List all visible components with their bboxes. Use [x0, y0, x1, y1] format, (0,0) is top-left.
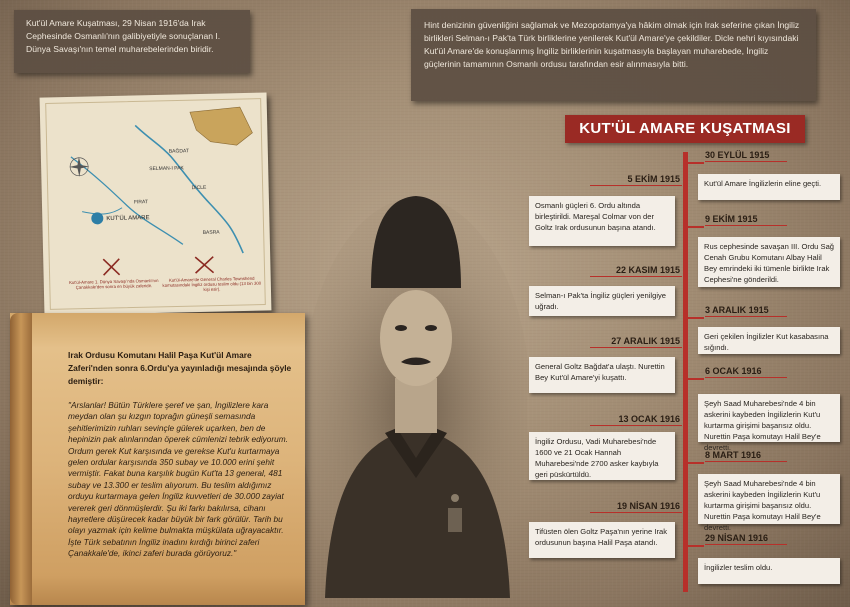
event-date-2: 9 EKİM 1915: [705, 214, 787, 226]
event-date-9: 19 NİSAN 1916: [590, 501, 682, 513]
map-label-bagdat: BAĞDAT: [168, 148, 190, 155]
event-text-7: İngiliz Ordusu, Vadi Muharebesi'nde 1600 ve 21 Ocak Hannah Muharebesi'nde 2700 asker kaybıyla geri püskürtüldü.: [529, 432, 675, 480]
inset-map-iraq: [190, 107, 253, 146]
parchment-scroll: [10, 313, 305, 605]
scroll-intro-text: Irak Ordusu Komutanı Halil Paşa Kut'ül Amare Zaferi'nden sonra 6.Ordu'ya yayınladığı mesajında şöyle demiştir:: [68, 350, 292, 386]
map-card: [40, 92, 272, 315]
event-date-10: 29 NİSAN 1916: [705, 533, 787, 545]
event-date-6: 6 OCAK 1916: [705, 366, 787, 378]
event-text-9: Tifüsten ölen Goltz Paşa'nın yerine Irak ordusunun başına Halil Paşa atandı.: [529, 522, 675, 558]
timeline-title: KUT'ÜL AMARE KUŞATMASI: [565, 115, 805, 143]
map-label-kut: KUT'ÜL AMARE: [106, 215, 150, 223]
event-text-6: Şeyh Saad Muharebesi'nde 4 bin askerini kaybeden İngilizlerin Kut'u kurtarma girişimi başarısız oldu. Nurettin Paşa komutayı Halil Bey'e devretti.: [698, 394, 840, 442]
medal-icon: [451, 494, 459, 502]
event-date-8: 8 MART 1916: [705, 450, 787, 462]
event-date-5: 27 ARALIK 1915: [590, 336, 682, 348]
map-label-firat: FIRAT: [133, 199, 149, 206]
face: [380, 290, 452, 386]
event-date-0: 30 EYLÜL 1915: [705, 150, 787, 162]
campaign-map: [40, 92, 272, 315]
event-text-10: İngilizler teslim oldu.: [698, 558, 840, 584]
event-date-7: 13 OCAK 1916: [590, 414, 682, 426]
map-caption-left: Kut'ül-Amare 1. Dünya Savaşı'nda Osmanlı'nın Çanakkale'den sonra en büyük zaferidir.: [68, 277, 159, 291]
map-caption-right: Kut'ül-Amare'de General Charles Townshend komutasındaki İngiliz ordusu teslim oldu (13 bin 300 kişi esir).: [162, 275, 262, 293]
event-text-1: Osmanlı güçleri 6. Ordu altında birleştirildi. Mareşal Colmar von der Goltz Irak ordusunun başına atandı.: [529, 196, 675, 246]
event-text-5: General Goltz Bağdat'a ulaştı. Nurettin Bey Kut'ül Amare'yi kuşattı.: [529, 357, 675, 393]
timeline-axis: [683, 152, 688, 592]
event-text-0: Kut'ül Amare İngilizlerin eline geçti.: [698, 174, 840, 200]
event-date-3: 22 KASIM 1915: [590, 265, 682, 277]
portrait-photo: [305, 178, 527, 600]
intro-right-box: Hint denizinin güvenliğini sağlamak ve Mezopotamya'ya hâkim olmak için Irak seferine çıkan İngiliz birlikleri Selman-ı Pak'ta Türk birliklerine yenilerek Kut'ül Amare'ye çekildiler. Dicle nehri kıyısındaki Kut'ül Amare'de konuşlanmış İngiliz birliklerinin kuşatmasıyla başlayan muharebede, İngiliz güçlerinin tamamının Osmanlı ordusu tarafından esir alınmasıyla bitti.: [411, 9, 816, 101]
map-label-basra: BASRA: [202, 229, 220, 236]
event-text-2: Rus cephesinde savaşan III. Ordu Sağ Cenah Grubu Komutanı Albay Halil Bey emrindeki iki tümenle birlikte Irak Cephesi'ne gönderildi.: [698, 237, 840, 287]
event-text-3: Selman-ı Pak'ta İngiliz güçleri yenilgiye uğradı.: [529, 286, 675, 316]
intro-left-box: Kut'ül Amare Kuşatması, 29 Nisan 1916'da Irak Cephesinde Osmanlı'nın galibiyetiyle sonuçlanan I. Dünya Savaşı'nın temel muharebelerinden biridir.: [14, 10, 250, 73]
crossed-swords-icon: [103, 259, 119, 275]
event-text-8: Şeyh Saad Muharebesi'nde 4 bin askerini kaybeden İngilizlerin Kut'u kurtarma girişimi başarısız oldu. Nurettin Paşa komutayı Halil Bey'e devretti.: [698, 474, 840, 524]
map-label-selmanipak: SELMAN-I PAK: [149, 165, 184, 173]
crossed-rifles-icon: [195, 257, 213, 273]
event-text-4: Geri çekilen İngilizler Kut kasabasına sığındı.: [698, 327, 840, 354]
event-date-1: 5 EKİM 1915: [590, 174, 682, 186]
map-label-dicle: DİCLE: [191, 184, 207, 192]
scroll-quote-text: "Arslanlar! Bütün Türklere şeref ve şan, İngilizlere kara meydan olan şu kızgın toprağın güneşli semasında şehitlerimizin ruhları sevinçle gülerek uçarken, ben de hepinizin pak alınlarından öperek cümlenizi tebrik ediyorum. Ordum gerek Kut karşısında ve gerekse Kut'u kurtarmaya gelen ordular karşısında 350 subay ve 10.000 erini şehit vermiştir. Fakat buna karşılık bugün Kut'ta 13 general, 481 subay ve 13.300 er teslim alıyorum. Bu teslim aldığımız orduyu kurtarmaya gelen İngiliz kuvvetleri de 30.000 zayiat vererek geri dönmüşlerdir. Şu iki farkı bakılırsa, cihanı hayretlere düşürecek kadar büyük bir fark görülür. Tarih bu olayı yazmak için kelime bulmakta müşkülata uğrayacaktır. İşte Türk sebatının İngiliz inadını kırdığı birinci zaferi Çanakkale'de, ikinci zaferi burada görüyoruz.": [68, 400, 288, 559]
event-date-4: 3 ARALIK 1915: [705, 305, 787, 317]
scroll-roll: [10, 313, 32, 605]
